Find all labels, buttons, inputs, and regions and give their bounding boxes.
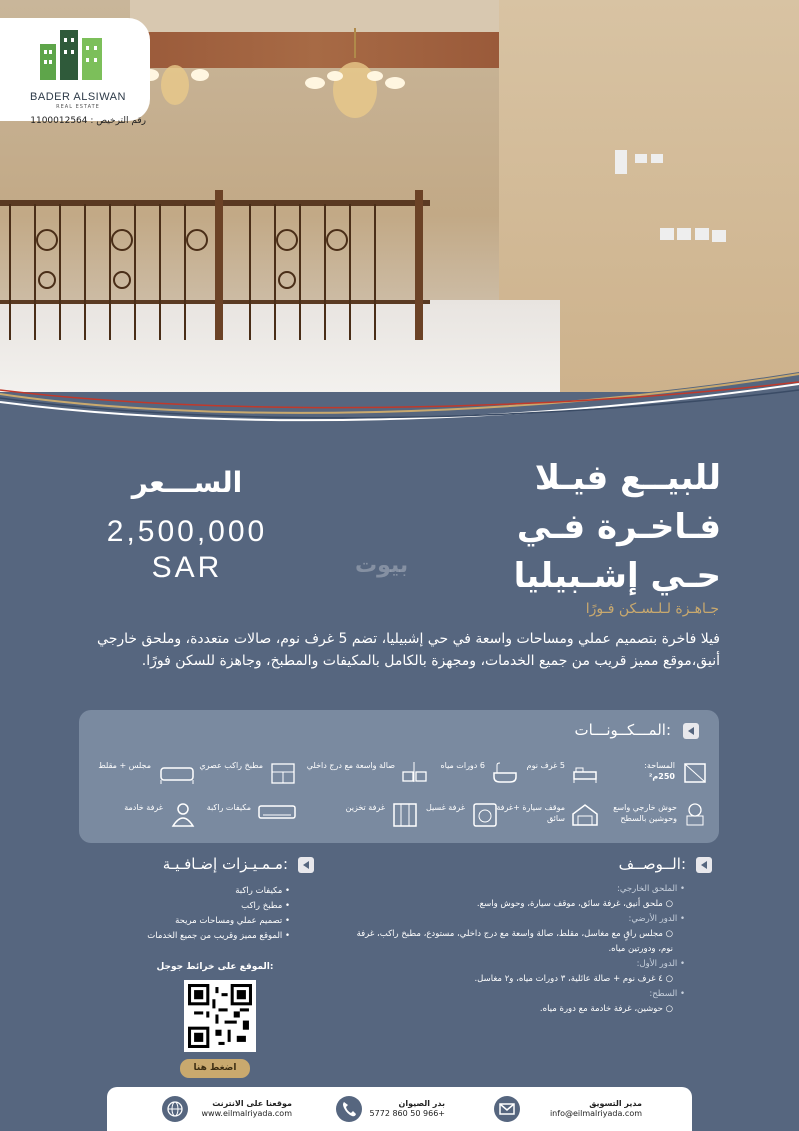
ac-icon <box>257 802 297 828</box>
chandelier-icon <box>300 28 410 128</box>
details-heading: • الدور الأرضي: <box>340 912 685 927</box>
feature-ac <box>187 800 297 834</box>
feature-storage <box>309 800 419 834</box>
yard-icon <box>681 802 709 828</box>
map-label: الموقع على خرائط جوجل: <box>156 962 274 972</box>
list-item: • تصميم عملي ومساحات مريحة <box>110 914 290 929</box>
area-value: 250م² <box>648 772 675 781</box>
list-item: • الموقع مميز وقريب من جميع الخدمات <box>110 929 290 944</box>
garage-label: موقف سيارة +غرفة سائق <box>496 803 565 823</box>
watermark: بيوت <box>355 553 409 578</box>
laundry-icon <box>471 802 499 828</box>
ac-label: مكيفات راكبة <box>206 803 251 812</box>
extras-list <box>110 884 290 944</box>
feature-area <box>599 758 709 792</box>
license-number: رقم الترخيص : 1100012564 <box>30 116 146 126</box>
details-list <box>340 882 685 1017</box>
email-icon <box>494 1096 520 1122</box>
price-currency: SAR <box>151 551 223 584</box>
components-title: المـــكــونـــات: <box>574 721 671 739</box>
list-item: ○ ملحق أنيق، غرفة سائق، موقف سيارة، وحوش واسع. <box>476 899 673 909</box>
headline-line-1: للبيــع فيـلا <box>534 458 721 498</box>
feature-maid <box>107 800 197 834</box>
globe-icon <box>162 1096 188 1122</box>
feature-majlis <box>87 758 197 792</box>
hall-icon <box>401 760 429 786</box>
area-icon <box>681 760 709 786</box>
description: فيلا فاخرة بتصميم عملي ومساحات واسعة في حي إشبيليا، تضم 5 غرف نوم، صالات متعددة، وملحق خارجي أنيق،موقع مميز قريب من جميع الخدمات، ومجهزة بالكامل بالمكيفات والمطبخ، وجاهزة للسكن فورًا. <box>97 631 720 669</box>
maid-label: غرفة خادمة <box>124 803 163 812</box>
headline-line-2: فـاخـرة فـي <box>516 507 721 547</box>
phone-contact[interactable]: بدر الصيوان +966 50 860 5772 <box>369 1099 445 1118</box>
phone-icon <box>336 1096 362 1122</box>
qr-code-icon <box>188 984 252 1048</box>
map-button[interactable]: اضغط هنا <box>180 1059 250 1078</box>
price-title: الســـعر <box>131 466 243 499</box>
wall-switches <box>615 150 735 250</box>
decorative-swoosh <box>0 362 799 440</box>
section-arrow-icon <box>683 723 699 739</box>
bedrooms-label: 5 غرف نوم <box>526 761 565 770</box>
bathrooms-label: 6 دورات مياه <box>440 761 485 770</box>
feature-kitchen <box>187 758 297 792</box>
yard-label: حوش خارجي واسع وحوشين بالسطح <box>613 803 677 823</box>
section-arrow-icon <box>696 857 712 873</box>
laundry-label: غرفة غسيل <box>425 803 465 812</box>
price-value: 2,500,000 <box>106 515 268 548</box>
section-arrow-icon <box>298 857 314 873</box>
contact-footer <box>107 1087 692 1131</box>
qr-code[interactable] <box>184 980 256 1052</box>
kitchen-icon <box>269 760 297 786</box>
details-title: الــوصــف: <box>618 855 686 873</box>
details-heading: • السطح: <box>340 987 685 1002</box>
garage-icon <box>571 802 599 828</box>
storage-icon <box>391 802 419 828</box>
kitchen-label: مطبخ راكب عصري <box>199 761 263 770</box>
headline-line-3: حـي إشـبيليا <box>513 556 721 596</box>
sofa-icon <box>157 760 197 786</box>
logo-card <box>0 18 150 126</box>
majlis-label: مجلس + مقلط <box>98 761 151 770</box>
logo-subtitle: REAL ESTATE <box>56 104 100 110</box>
details-heading: • الملحق الخارجي: <box>340 882 685 897</box>
stair-railing <box>0 190 430 340</box>
bath-icon <box>491 760 519 786</box>
website-contact[interactable]: موقعنا على الانترنت www.eilmalriyada.com <box>201 1099 292 1118</box>
list-item: • مطبخ راكب <box>110 899 290 914</box>
hall-label: صالة واسعة مع درج داخلي <box>306 761 395 770</box>
list-item: ○ ٤ غرف نوم + صالة عائلية، ٣ دورات مياه، و٢ مغاسل. <box>474 974 673 984</box>
components-panel <box>79 710 719 843</box>
list-item: • مكيفات راكبة <box>110 884 290 899</box>
list-item: ○ حوشين، غرفة خادمة مع دورة مياه. <box>539 1004 673 1014</box>
buildings-logo-icon <box>40 30 104 80</box>
storage-label: غرفة تخزين <box>345 803 385 812</box>
chandelier-icon <box>140 50 210 120</box>
bed-icon <box>571 760 599 786</box>
marketing-contact[interactable]: مدير التسويق info@eilmalriyada.com <box>549 1099 642 1118</box>
logo-name: BADER ALSIWAN <box>30 91 126 103</box>
extras-title: مـمـيـزات إضـافـيـة: <box>162 855 288 873</box>
list-item: ○ مجلس راقٍ مع مغاسل، مقلط، صالة واسعة مع درج داخلي، مستودع، مطبخ راكب، غرفة نوم، ودورتين مياه. <box>356 929 673 954</box>
maid-icon <box>169 802 197 828</box>
feature-hall <box>306 758 429 792</box>
feature-yard <box>599 800 709 834</box>
ready-tagline: جـاهـزة لـلـسـكن فـورًا <box>585 601 719 617</box>
details-heading: • الدور الأول: <box>340 957 685 972</box>
area-label: المساحة: <box>644 761 675 770</box>
